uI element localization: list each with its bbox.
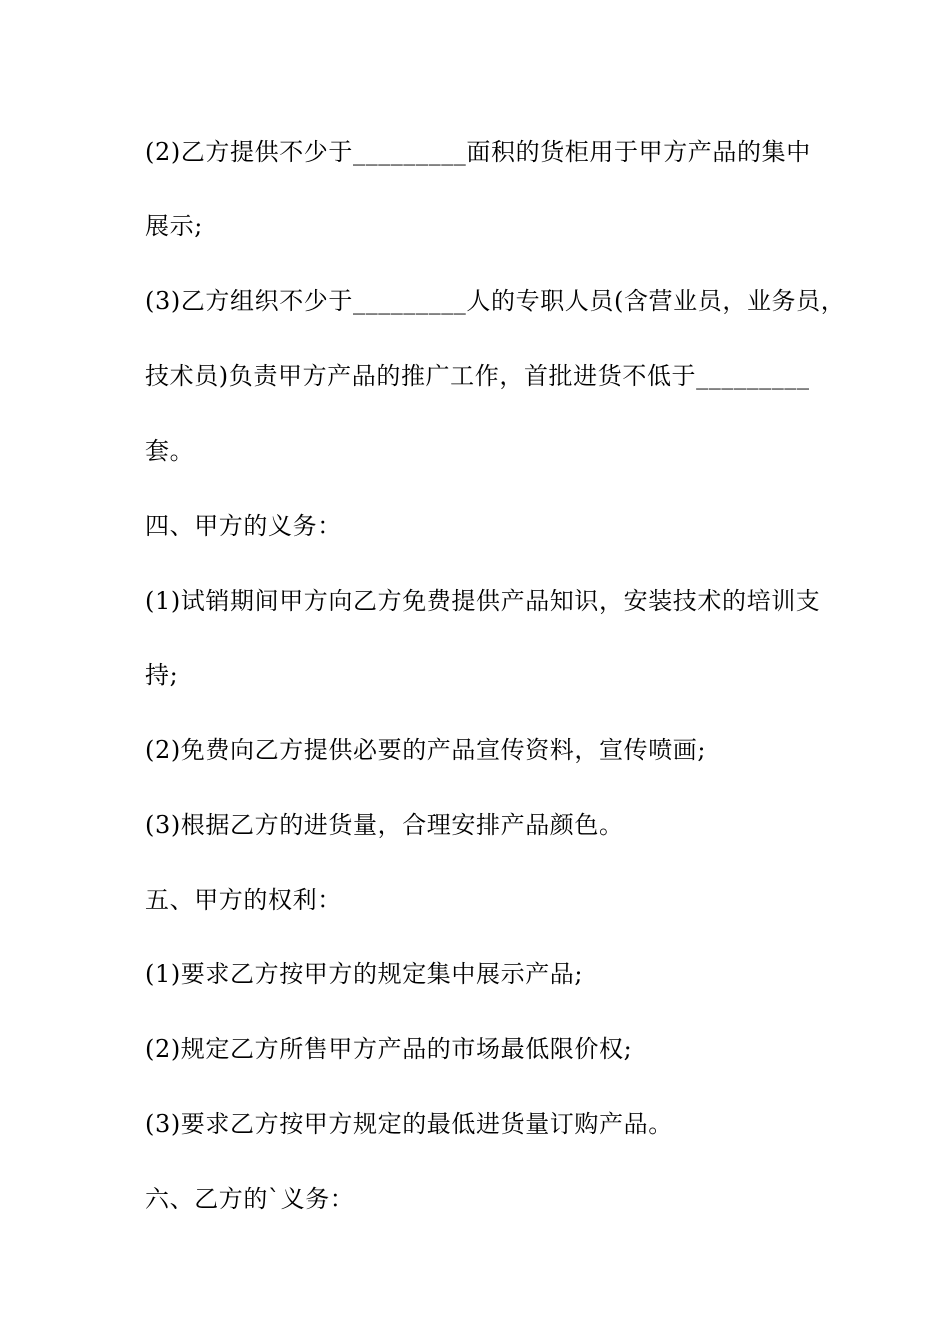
paragraph-line: (2)规定乙方所售甲方产品的市场最低限价权; (145, 1035, 633, 1063)
paragraph-line: 展示; (145, 212, 203, 240)
paragraph-line: (3)根据乙方的进货量，合理安排产品颜色。 (145, 811, 624, 839)
paragraph-line: 技术员)负责甲方产品的推广工作，首批进货不低于_________ (145, 362, 810, 390)
section-heading: 四、甲方的义务： (145, 512, 342, 540)
paragraph-line: (1)试销期间甲方向乙方免费提供产品知识，安装技术的培训支 (145, 587, 821, 615)
paragraph-line: (2)乙方提供不少于_________面积的货柜用于甲方产品的集中 (145, 138, 811, 166)
paragraph-line: (3)要求乙方按甲方规定的最低进货量订购产品。 (145, 1110, 673, 1138)
section-heading: 六、乙方的`义务： (145, 1185, 355, 1213)
paragraph-line: 持; (145, 661, 179, 689)
paragraph-line: (1)要求乙方按甲方的规定集中展示产品; (145, 960, 584, 988)
paragraph-line: (2)免费向乙方提供必要的产品宣传资料，宣传喷画; (145, 736, 707, 764)
section-heading: 五、甲方的权利： (145, 886, 342, 914)
paragraph-line: (3)乙方组织不少于_________人的专职人员(含营业员，业务员， (145, 287, 846, 315)
paragraph-line: 套。 (145, 437, 195, 465)
